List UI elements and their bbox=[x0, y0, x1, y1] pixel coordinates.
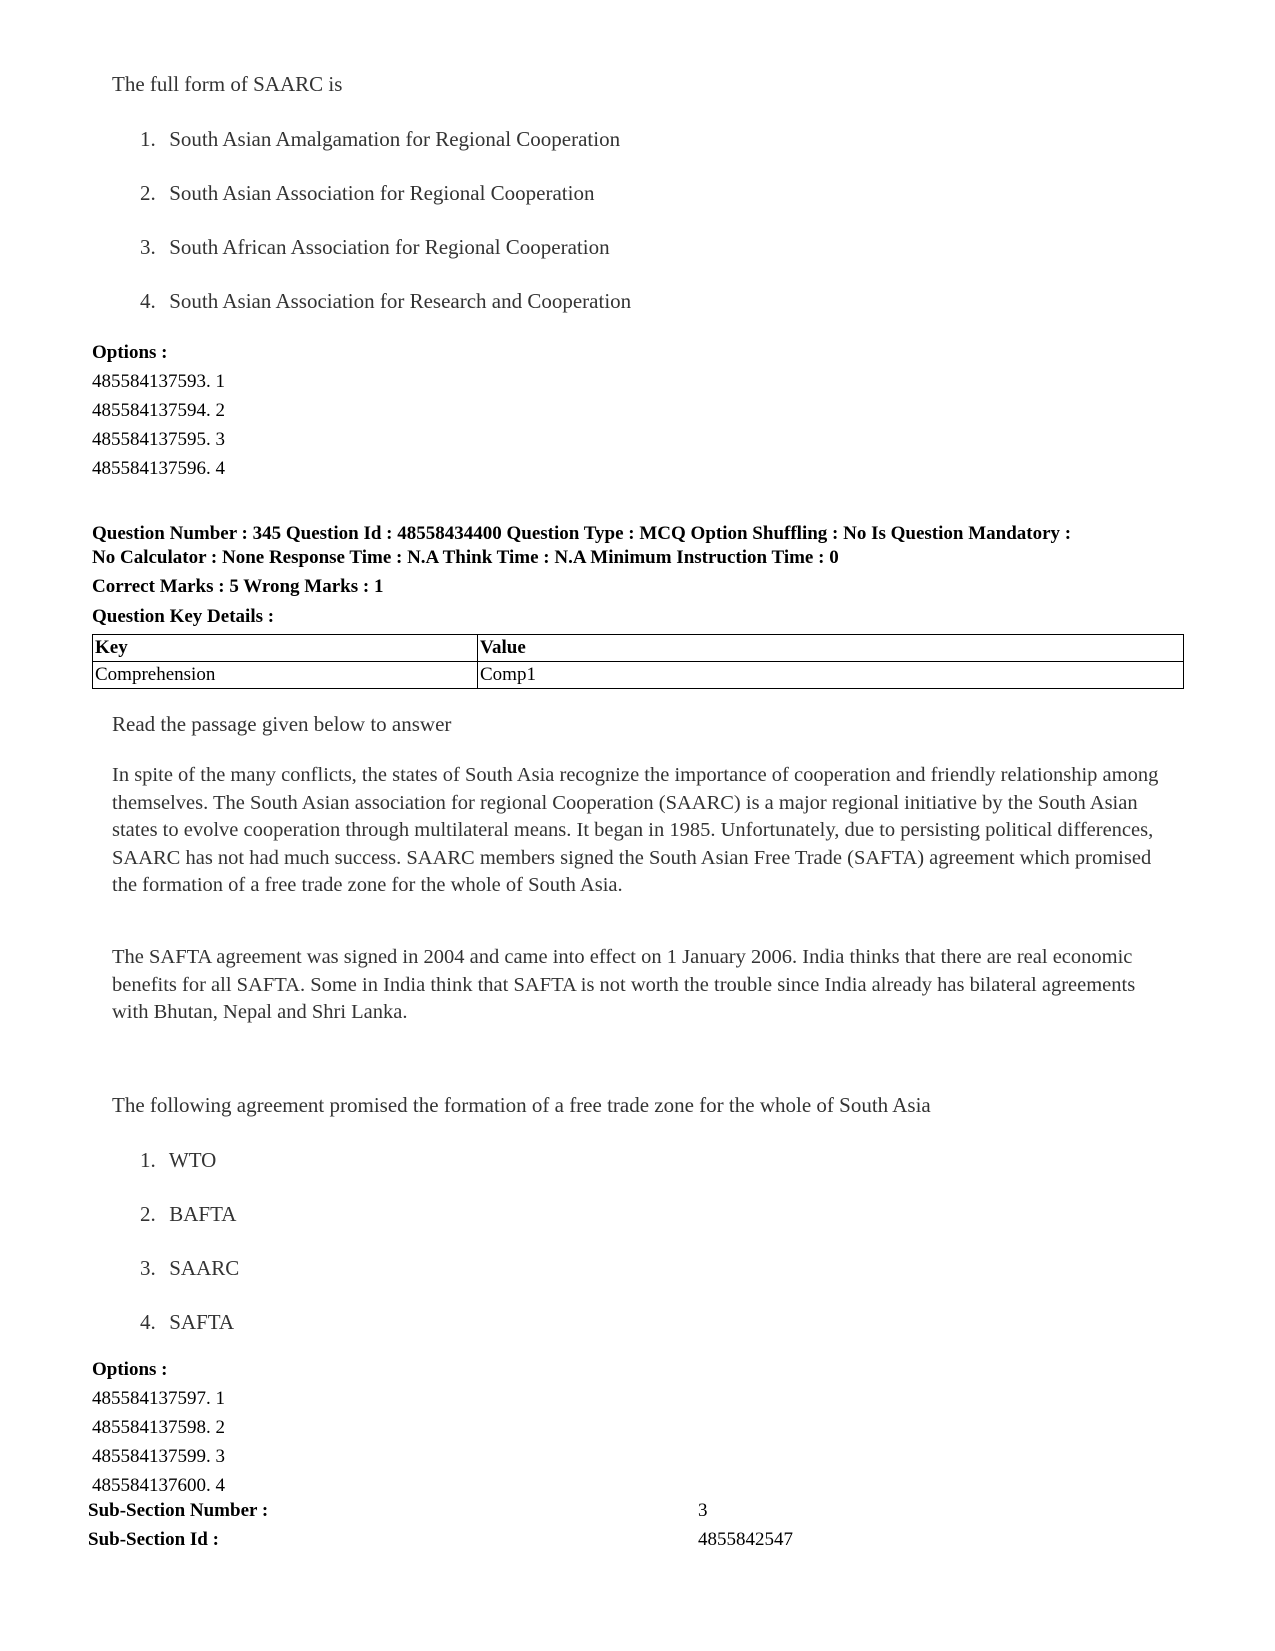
key-details-heading: Question Key Details : bbox=[92, 606, 275, 627]
table-cell-value: Comp1 bbox=[478, 662, 1184, 689]
option-id: 485584137594. 2 bbox=[92, 400, 225, 421]
choice-item bbox=[140, 288, 631, 342]
choice-text: BAFTA bbox=[169, 1202, 237, 1226]
table-header-value: Value bbox=[478, 635, 1184, 662]
subsection-id-label: Sub-Section Id : bbox=[88, 1529, 219, 1550]
table-cell-key: Comprehension bbox=[93, 662, 478, 689]
choice-number: 1. bbox=[140, 127, 156, 151]
option-id: 485584137599. 3 bbox=[92, 1446, 225, 1467]
key-details-table bbox=[92, 634, 1184, 689]
passage-paragraph-1: In spite of the many conflicts, the states of South Asia recognize the importance of cooperation and friendly relationship among themselves. The South Asian association for regional Cooperation (SAARC) is a major regional initiative by the South Asian states to evolve cooperation through multilateral means. It began in 1985. Unfortunately, due to persisting political differences, SAARC has not had much success. SAARC members signed the South Asian Free Trade (SAFTA) agreement which promised the formation of a free trade zone for the whole of South Asia. bbox=[112, 764, 1159, 896]
choice-text: SAFTA bbox=[169, 1310, 235, 1334]
table-header-row bbox=[93, 635, 1184, 662]
question-1-options bbox=[92, 338, 225, 483]
meta-line-2: No Calculator : None Response Time : N.A Think Time : N.A Minimum Instruction Time : 0 bbox=[92, 547, 839, 568]
choice-number: 2. bbox=[140, 181, 156, 205]
meta-line-1: Question Number : 345 Question Id : 48558434400 Question Type : MCQ Option Shuffling : No Is Question Mandatory : bbox=[92, 523, 1072, 544]
option-id: 485584137598. 2 bbox=[92, 1417, 225, 1438]
choice-text: WTO bbox=[168, 1148, 217, 1172]
question-2-text: The following agreement promised the formation of a free trade zone for the whole of South Asia bbox=[112, 1093, 931, 1117]
passage-paragraph-2: The SAFTA agreement was signed in 2004 and came into effect on 1 January 2006. India thinks that there are real economic benefits for all SAFTA. Some in India think that SAFTA is not worth the trouble since India already has bilateral agreements with Bhutan, Nepal and Shri Lanka. bbox=[112, 946, 1136, 1023]
table-header-key: Key bbox=[93, 635, 478, 662]
question-2-choices bbox=[140, 1147, 239, 1363]
choice-number: 4. bbox=[140, 1310, 156, 1334]
passage-intro: Read the passage given below to answer bbox=[112, 712, 452, 736]
question-2-options bbox=[92, 1355, 225, 1500]
question-1-choices bbox=[140, 126, 631, 342]
choice-text: South African Association for Regional Cooperation bbox=[169, 235, 610, 259]
option-id: 485584137595. 3 bbox=[92, 429, 225, 450]
choice-number: 3. bbox=[140, 235, 156, 259]
options-heading: Options : bbox=[92, 342, 168, 363]
marks-line: Correct Marks : 5 Wrong Marks : 1 bbox=[92, 576, 384, 597]
choice-text: SAARC bbox=[169, 1256, 240, 1280]
choice-number: 2. bbox=[140, 1202, 156, 1226]
choice-text: South Asian Amalgamation for Regional Cooperation bbox=[169, 127, 621, 151]
option-id: 485584137597. 1 bbox=[92, 1388, 225, 1409]
options-heading: Options : bbox=[92, 1359, 168, 1380]
choice-number: 4. bbox=[140, 289, 156, 313]
option-id: 485584137593. 1 bbox=[92, 371, 225, 392]
choice-number: 3. bbox=[140, 1256, 156, 1280]
choice-item bbox=[140, 180, 631, 234]
option-id: 485584137600. 4 bbox=[92, 1475, 225, 1496]
table-row bbox=[93, 662, 1184, 689]
choice-item bbox=[140, 1255, 239, 1309]
choice-text: South Asian Association for Research and Cooperation bbox=[169, 289, 632, 313]
choice-text: South Asian Association for Regional Cooperation bbox=[169, 181, 595, 205]
option-id: 485584137596. 4 bbox=[92, 458, 225, 479]
subsection-number-label: Sub-Section Number : bbox=[88, 1500, 269, 1521]
subsection-number-value: 3 bbox=[698, 1500, 708, 1521]
choice-item bbox=[140, 1147, 239, 1201]
question-meta bbox=[92, 522, 1202, 570]
subsection-id-value: 4855842547 bbox=[698, 1529, 793, 1550]
choice-item bbox=[140, 234, 631, 288]
choice-number: 1. bbox=[140, 1148, 156, 1172]
choice-item bbox=[140, 1201, 239, 1255]
choice-item bbox=[140, 126, 631, 180]
question-1-text: The full form of SAARC is bbox=[112, 72, 343, 96]
